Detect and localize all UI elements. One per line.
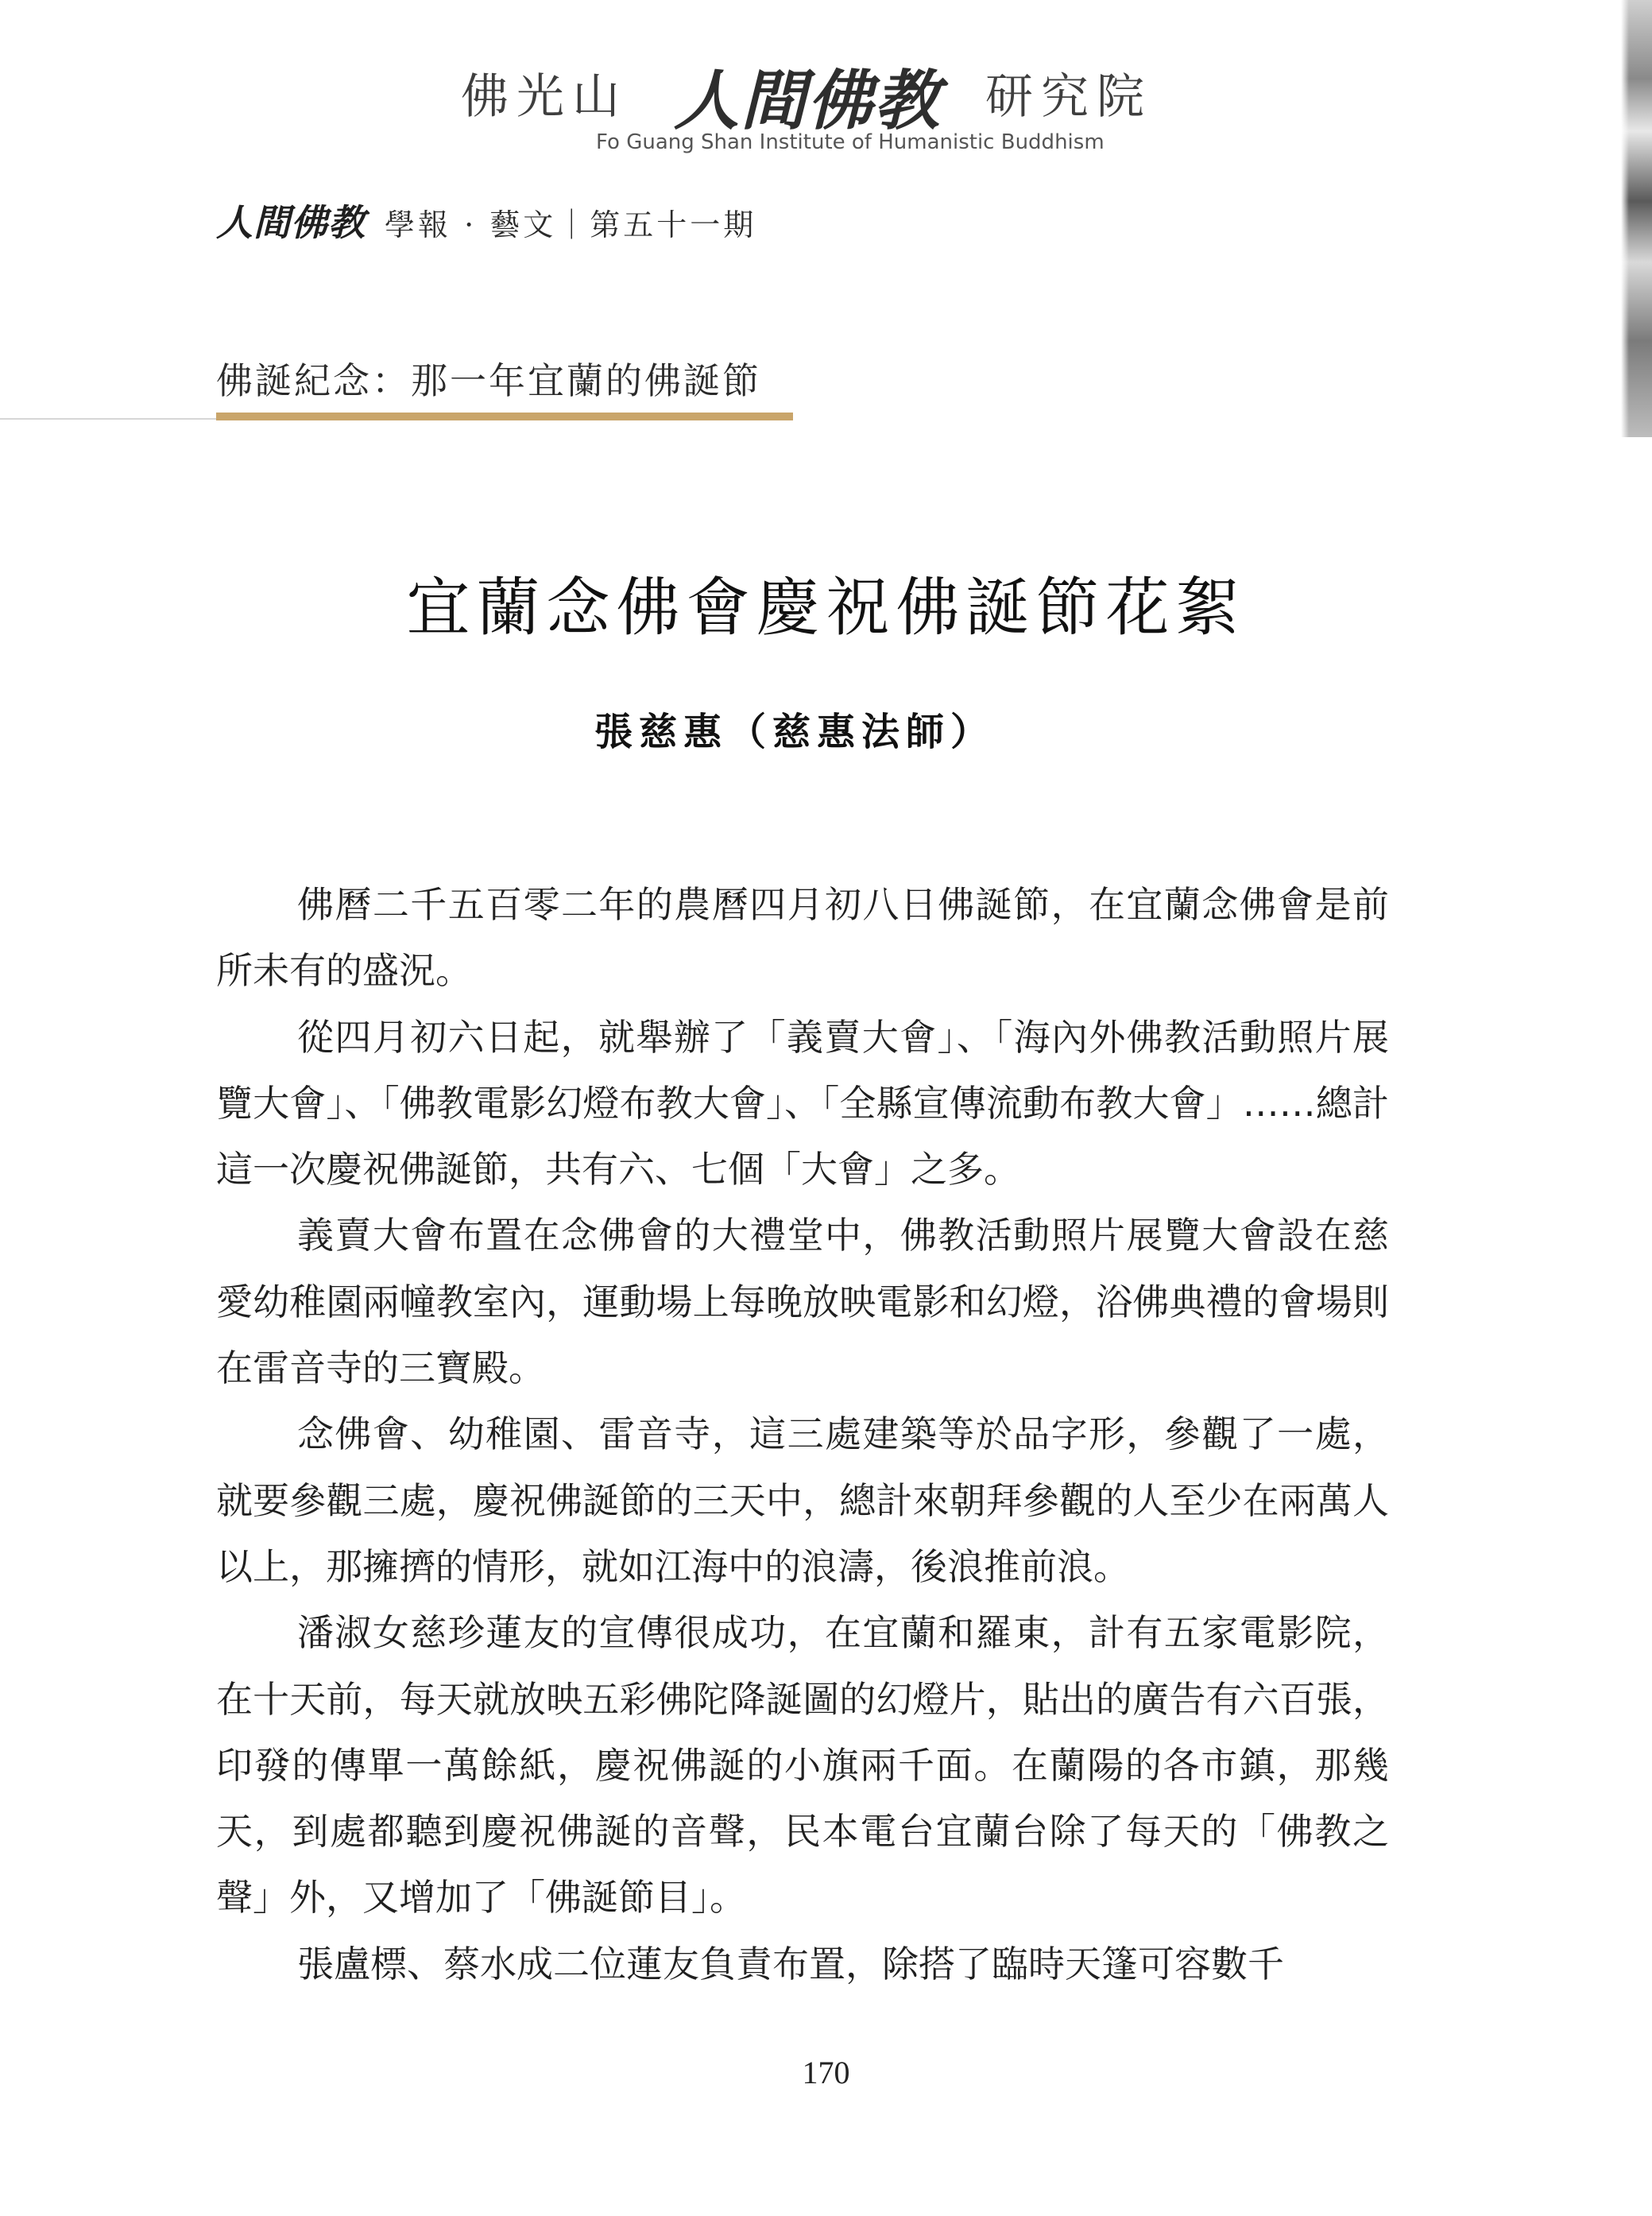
institute-brush-logo: 人間佛教 [674,63,941,139]
page-number: 170 [802,2055,850,2090]
section-divider [0,418,216,420]
article-body [216,872,1389,1997]
edge-photo-strip [1621,0,1652,437]
body-paragraph: 念佛會、幼稚園、雷音寺，這三處建築等於品字形，參觀了一處，就要參觀三處，慶祝佛誕節的三天中，總計來朝拜參觀的人至少在兩萬人以上，那擁擠的情形，就如江海中的浪濤，後浪推前浪。 [216,1412,1389,1588]
body-paragraph: 佛曆二千五百零二年的農曆四月初八日佛誕節，在宜蘭念佛會是前所未有的盛況。 [216,883,1389,993]
section-underline [216,413,793,420]
journal-brush-logo: 人間佛教 [216,201,366,244]
institute-logo [445,49,1184,161]
article-title: 宜蘭念佛會慶祝佛誕節花絮 [406,571,1246,645]
institute-name-left: 佛光山 [461,69,628,125]
body-paragraph: 潘淑女慈珍蓮友的宣傳很成功，在宜蘭和羅東，計有五家電影院，在十天前，每天就放映五彩佛陀降誕圖的幻燈片，貼出的廣告有六百張，印發的傳單一萬餘紙，慶祝佛誕的小旗兩千面。在蘭陽的各市鎮，那幾天，到處都聽到慶祝佛誕的音聲，民本電台宜蘭台除了每天的「佛教之聲」外，又增加了「佛誕節目」。 [216,1611,1389,1920]
body-paragraph: 從四月初六日起，就舉辦了「義賣大會」、「海內外佛教活動照片展覽大會」、「佛教電影幻燈布教大會」、「全縣宣傳流動布教大會」……總計這一次慶祝佛誕節，共有六、七個「大會」之多。 [216,1015,1389,1191]
article-author: 張慈惠（慈惠法師） [594,710,995,754]
section-label: 佛誕紀念：那一年宜蘭的佛誕節 [216,359,761,402]
journal-issue: 學報 · 藝文｜第五十一期 [385,207,757,242]
body-paragraph: 張盧標、蔡水成二位蓮友負責布置，除搭了臨時天篷可容數千 [297,1942,1284,1985]
journal-header [216,194,756,242]
institute-english-name: Fo Guang Shan Institute of Humanistic Buddhism [596,130,1105,154]
body-paragraph: 義賣大會布置在念佛會的大禮堂中，佛教活動照片展覽大會設在慈愛幼稚園兩幢教室內，運動場上每晚放映電影和幻燈，浴佛典禮的會場則在雷音寺的三寶殿。 [216,1214,1389,1390]
institute-name-right: 研究院 [985,69,1152,125]
